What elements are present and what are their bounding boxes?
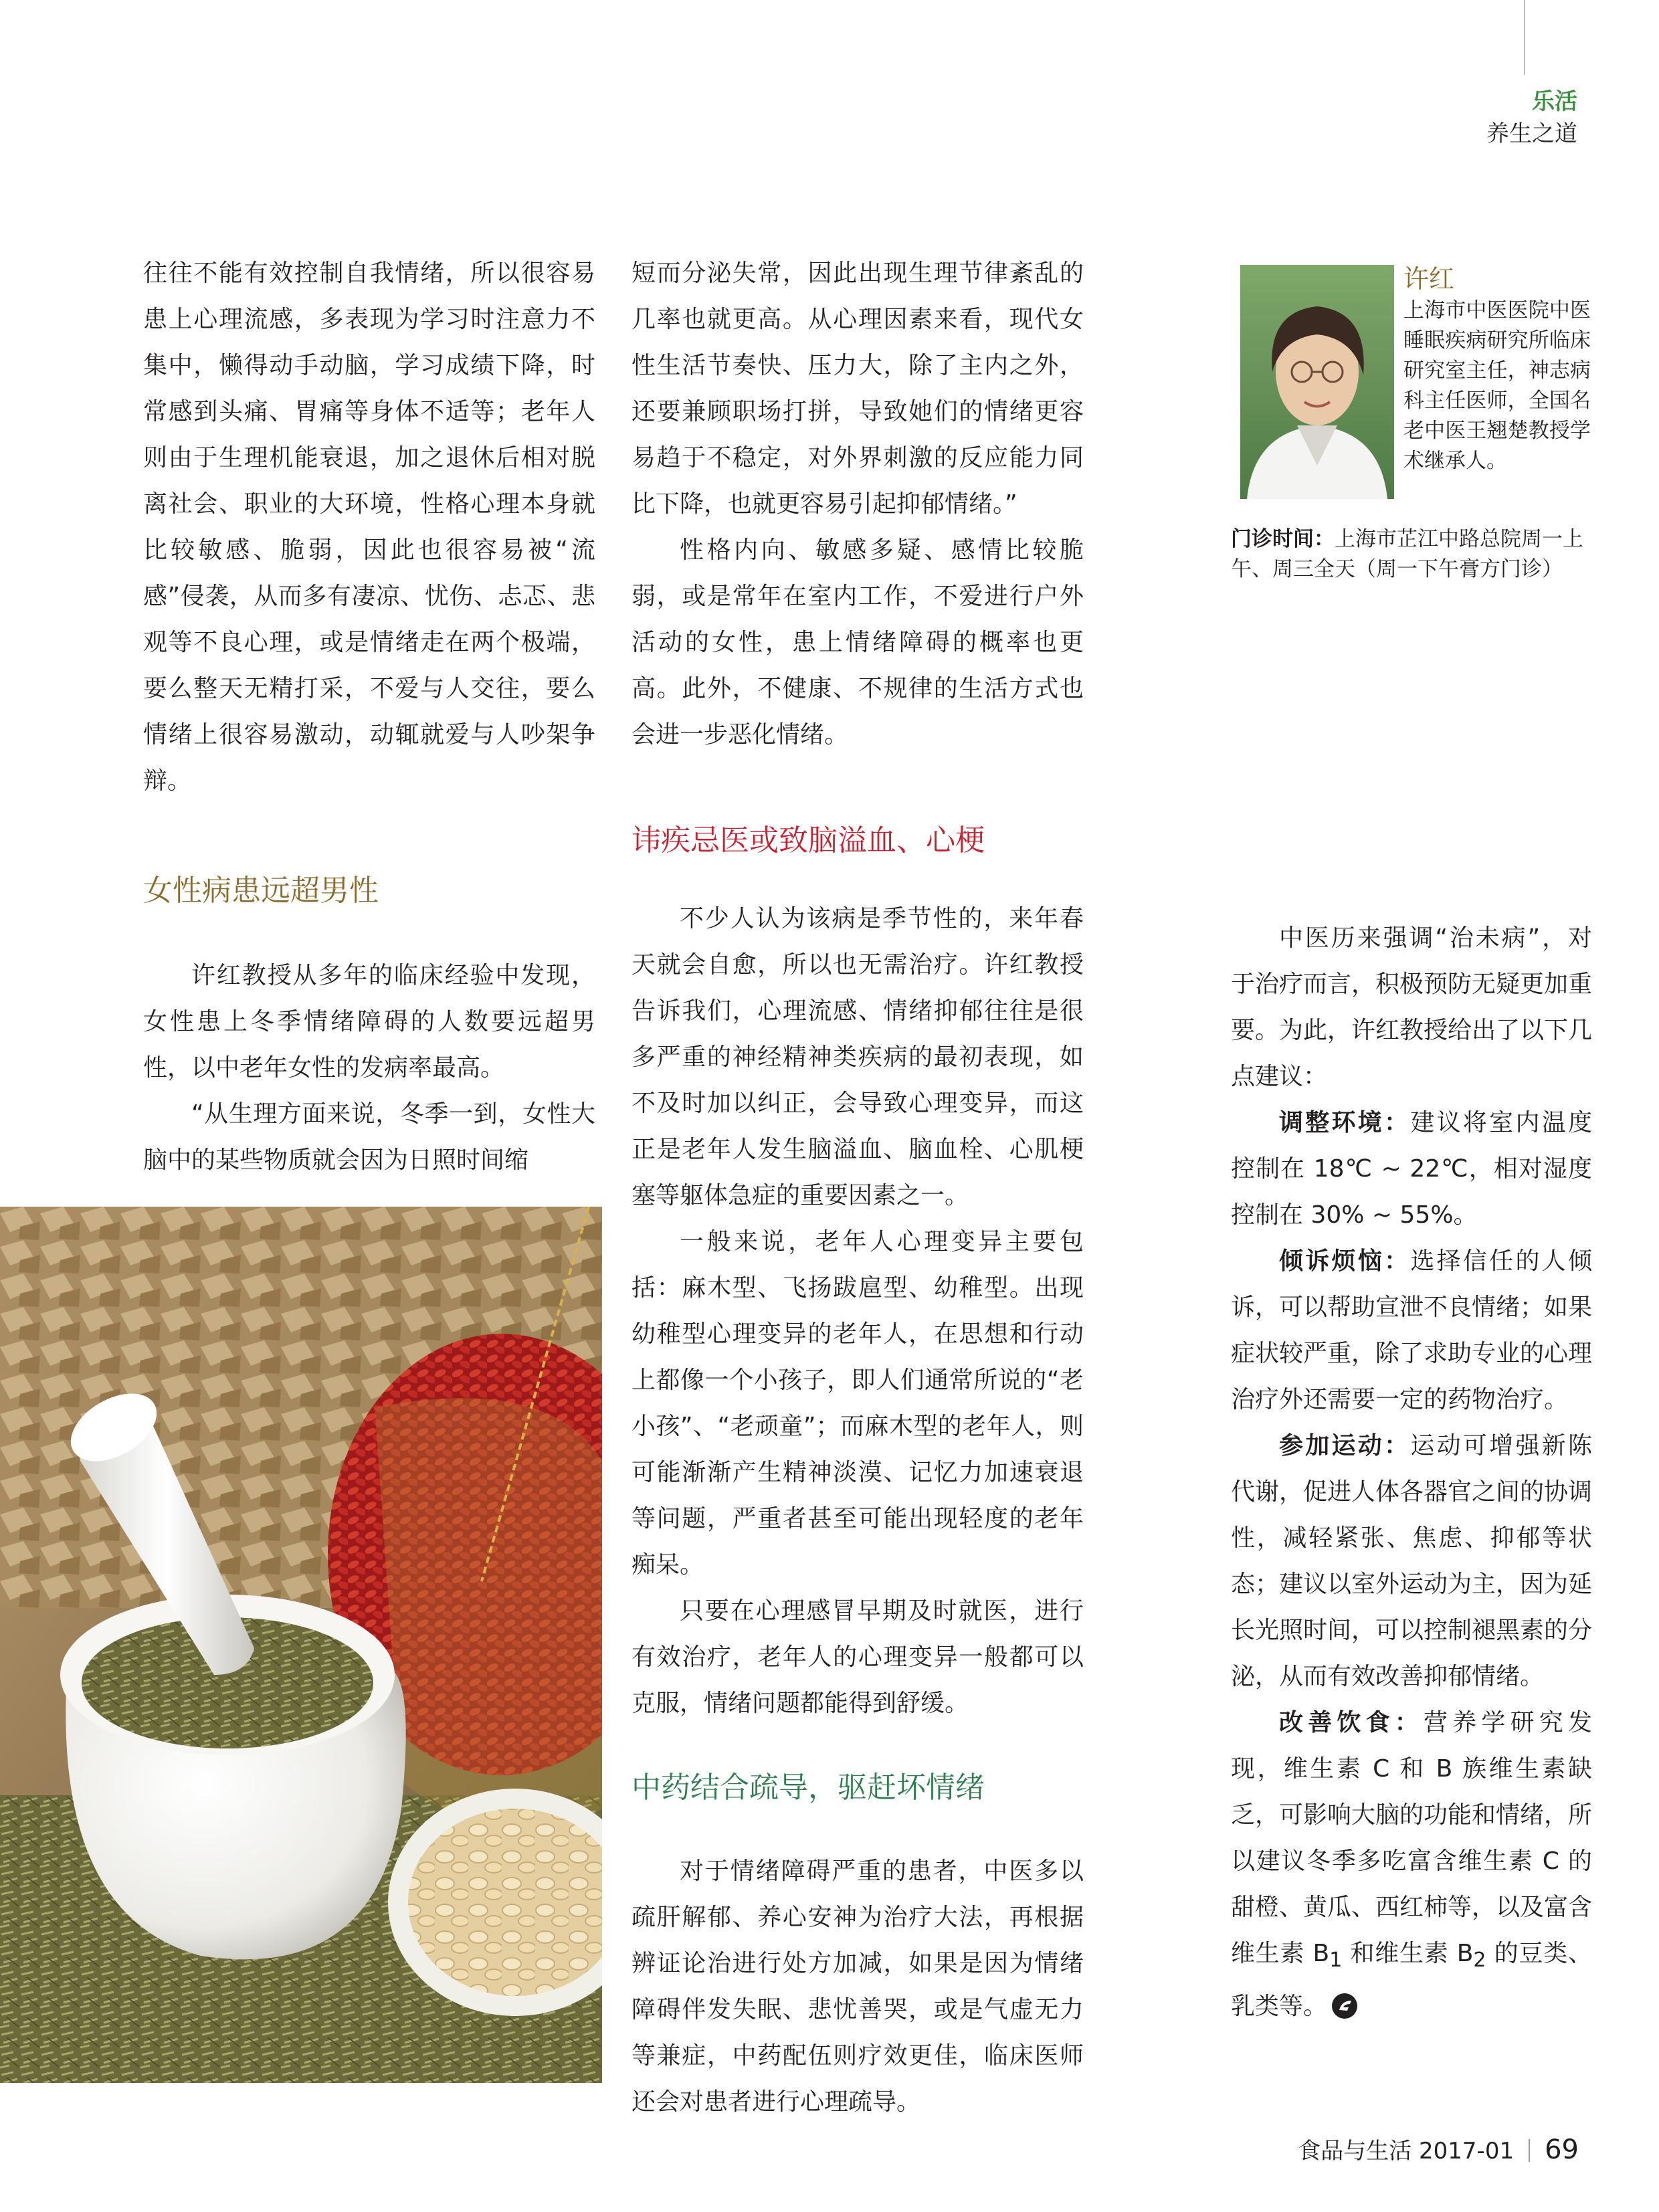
col2-paragraph-4: 一般来说，老年人心理变异主要包括：麻木型、飞扬跋扈型、幼稚型。出现幼稚型心理变异的老年人，在思想和行动上都像一个小孩子，即人们通常所说的“老小孩”、“老顽童”；而麻木型的老年人，则可能渐渐产生精神淡漠、记忆力加速衰退等问题，严重者甚至可能出现轻度的老年痴呆。	[631, 1228, 1084, 1579]
heading-women-patients: 女性病患远超男性	[143, 874, 379, 908]
magazine-name: 食品与生活	[1298, 2138, 1412, 2165]
col2-paragraph-5: 只要在心理感冒早期及时就医，进行有效治疗，老年人的心理变异一般都可以克服，情绪问题都能得到舒缓。	[631, 1597, 1084, 1717]
col2-paragraph-1: 短而分泌失常，因此出现生理节律紊乱的几率也就更高。从心理因素来看，现代女性生活节奏快、压力大，除了主内之外，还要兼顾职场打拼，导致她们的情绪更容易趋于不稳定，对外界刺激的反应能力同比下降，也就更容易引起抑郁情绪。”	[631, 260, 1084, 518]
tip-confide-text: 选择信任的人倾诉，可以帮助宣泄不良情绪；如果症状较严重，除了求助专业的心理治疗外还需要一定的药物治疗。	[1231, 1247, 1593, 1413]
issue-number: 2017-01	[1419, 2138, 1515, 2165]
heading-stroke-risk: 讳疾忌医或致脑溢血、心梗	[631, 823, 985, 858]
expert-name: 许红	[1403, 264, 1455, 294]
section-category: 乐活	[1532, 88, 1577, 115]
section-label	[1486, 86, 1577, 150]
col2-paragraph-3: 不少人认为该病是季节性的，来年春天就会自愈，所以也无需治疗。许红教授告诉我们，心理流感、情绪抑郁往往是很多严重的神经精神类疾病的最初表现，如不及时加以纠正，会导致心理变异，而这正是老年人发生脑溢血、脑血栓、心肌梗塞等躯体急症的重要因素之一。	[631, 905, 1084, 1209]
tip-diet-label: 改善饮食：	[1279, 1709, 1424, 1736]
herbal-medicine-photo	[0, 1207, 602, 2083]
tip-diet-text-b: 和维生素 B	[1342, 1940, 1474, 1967]
column-1	[143, 250, 595, 1183]
section-subcategory: 养生之道	[1486, 120, 1577, 147]
col3-paragraph-1: 中医历来强调“治未病”，对于治疗而言，积极预防无疑更加重要。为此，许红教授给出了以下几点建议：	[1231, 924, 1593, 1090]
tip-diet-sub-1: 1	[1329, 1948, 1343, 1973]
expert-info	[1403, 262, 1591, 476]
tip-exercise	[1231, 1423, 1592, 1700]
column-2	[631, 250, 1084, 2125]
col1-paragraph-2: 许红教授从多年的临床经验中发现，女性患上冬季情绪障碍的人数要远超男性，以中老年女性的发病率最高。	[143, 962, 595, 1082]
tip-diet-text-c: 的豆类、乳类等。	[1231, 1940, 1592, 2021]
tip-diet	[1231, 1700, 1592, 2029]
col2-paragraph-6: 对于情绪障碍严重的患者，中医多以疏肝解郁、养心安神为治疗大法，再根据辨证论治进行处方加减，如果是因为情绪障碍伴发失眠、悲忧善哭，或是气虚无力等兼症，中药配伍则疗效更佳，临床医师还会对患者进行心理疏导。	[631, 1857, 1084, 2116]
expert-portrait	[1240, 265, 1394, 499]
tip-exercise-text: 运动可增强新陈代谢，促进人体各器官之间的协调性，减轻紧张、焦虑、抑郁等状态；建议以室外运动为主，因为延长光照时间，可以控制褪黑素的分泌，从而有效改善抑郁情绪。	[1231, 1432, 1593, 1690]
heading-tcm-therapy: 中药结合疏导，驱赶坏情绪	[631, 1771, 985, 1805]
tip-exercise-label: 参加运动：	[1279, 1432, 1411, 1460]
col1-paragraph-3: “从生理方面来说，冬季一到，女性大脑中的某些物质就会因为日照时间缩	[143, 1100, 595, 1174]
col1-paragraph-1: 往往不能有效控制自我情绪，所以很容易患上心理流感，多表现为学习时注意力不集中，懒得动手动脑，学习成绩下降，时常感到头痛、胃痛等身体不适等；老年人则由于生理机能衰退，加之退休后相对脱离社会、职业的大环境，性格心理本身就比较敏感、脆弱，因此也很容易被“流感”侵袭，从而多有凄凉、忧伤、忐忑、悲观等不良心理，或是情绪走在两个极端，要么整天无精打采，不爱与人交往，要么情绪上很容易激动，动辄就爱与人吵架争辩。	[143, 260, 595, 795]
clinic-hours-text: 上海市芷江中路总院周一上午、周三全天（周一下午膏方门诊）	[1231, 527, 1583, 581]
tip-confide	[1231, 1238, 1592, 1423]
clinic-hours	[1231, 524, 1592, 585]
tip-environment-text: 建议将室内温度控制在 18℃ ~ 22℃，相对湿度控制在 30% ~ 55%。	[1231, 1109, 1592, 1229]
page-number: 69	[1545, 2134, 1579, 2165]
tip-environment-label: 调整环境：	[1279, 1109, 1411, 1136]
end-mark-icon	[1331, 1993, 1358, 2019]
expert-bio: 上海市中医医院中医睡眠疾病研究所临床研究室主任，神志病科主任医师，全国名老中医王翘楚教授学术继承人。	[1403, 298, 1591, 473]
tip-environment	[1231, 1100, 1592, 1238]
tip-diet-text-a: 营养学研究发现，维生素 C 和 B 族维生素缺乏，可影响大脑的功能和情绪，所以建议冬季多吃富含维生素 C 的甜橙、黄瓜、西红柿等，以及富含维生素 B	[1231, 1709, 1593, 1967]
clinic-hours-label: 门诊时间：	[1231, 527, 1335, 551]
page-footer	[1298, 2132, 1579, 2165]
col2-paragraph-2: 性格内向、敏感多疑、感情比较脆弱，或是常年在室内工作，不爱进行户外活动的女性，患上情绪障碍的概率也更高。此外，不健康、不规律的生活方式也会进一步恶化情绪。	[631, 536, 1084, 748]
tip-confide-label: 倾诉烦恼：	[1279, 1247, 1411, 1275]
tip-diet-sub-2: 2	[1473, 1948, 1486, 1973]
header-rule	[1524, 0, 1525, 75]
column-3	[1231, 915, 1592, 2029]
footer-divider	[1529, 2139, 1530, 2162]
